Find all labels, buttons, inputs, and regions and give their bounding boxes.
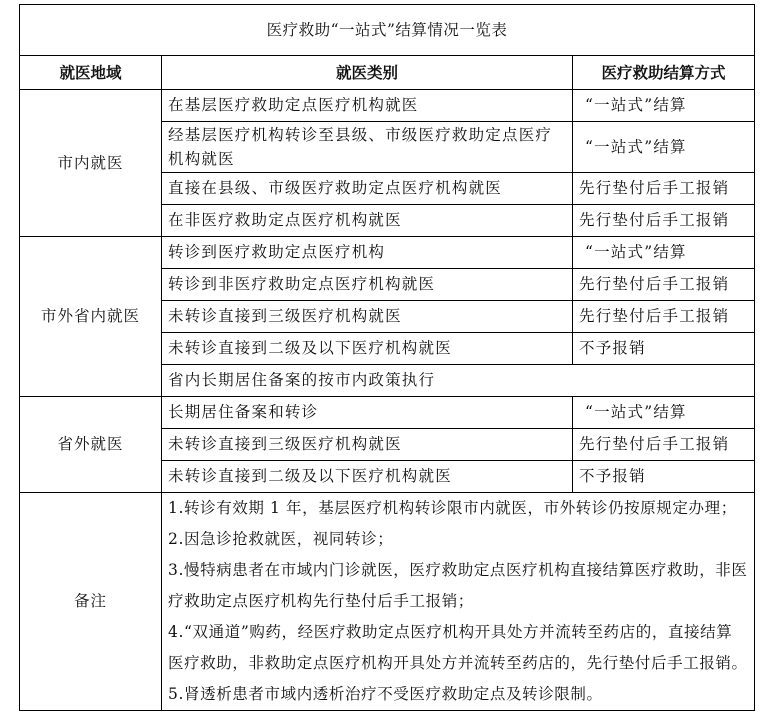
table-row (20, 397, 755, 429)
method-cell: 先行垫付后手工报销 (573, 173, 755, 205)
notes-row (20, 493, 755, 711)
region-cell-in-province: 市外省内就医 (20, 237, 162, 397)
notes-label: 备注 (20, 493, 162, 711)
title-row (20, 5, 755, 56)
category-cell-merged: 省内长期居住备案的按市内政策执行 (162, 365, 755, 397)
settlement-table (19, 4, 755, 711)
category-cell: 在基层医疗救助定点医疗机构就医 (162, 90, 573, 122)
note-item: 3.慢特病患者在市域内门诊就医，医疗救助定点医疗机构直接结算医疗救助，非医疗救助定点医疗机构先行垫付后手工报销； (168, 561, 748, 610)
category-cell: 长期居住备案和转诊 (162, 397, 573, 429)
method-cell: 不予报销 (573, 461, 755, 493)
category-cell: 未转诊直接到三级医疗机构就医 (162, 301, 573, 333)
method-cell: “一站式”结算 (573, 90, 755, 122)
method-cell: 先行垫付后手工报销 (573, 301, 755, 333)
header-category: 就医类别 (162, 56, 573, 90)
method-cell: 先行垫付后手工报销 (573, 269, 755, 301)
method-cell: “一站式”结算 (573, 122, 755, 173)
method-cell: 不予报销 (573, 333, 755, 365)
note-item: 2.因急诊抢救就医，视同转诊； (168, 530, 394, 548)
table-row (20, 90, 755, 122)
method-cell: 先行垫付后手工报销 (573, 429, 755, 461)
method-cell: “一站式”结算 (573, 237, 755, 269)
table-row (20, 237, 755, 269)
category-cell: 未转诊直接到二级及以下医疗机构就医 (162, 461, 573, 493)
header-row (20, 56, 755, 90)
region-cell-local: 市内就医 (20, 90, 162, 237)
category-cell: 未转诊直接到二级及以下医疗机构就医 (162, 333, 573, 365)
category-cell: 直接在县级、市级医疗救助定点医疗机构就医 (162, 173, 573, 205)
header-region: 就医地域 (20, 56, 162, 90)
region-cell-out-province: 省外就医 (20, 397, 162, 493)
category-cell: 转诊到医疗救助定点医疗机构 (162, 237, 573, 269)
table-title: 医疗救助“一站式”结算情况一览表 (20, 5, 755, 56)
method-cell: “一站式”结算 (573, 397, 755, 429)
note-item: 1.转诊有效期 1 年，基层医疗机构转诊限市内就医，市外转诊仍按原规定办理； (168, 499, 737, 517)
category-cell: 在非医疗救助定点医疗机构就医 (162, 205, 573, 237)
category-cell: 经基层医疗机构转诊至县级、市级医疗救助定点医疗机构就医 (162, 122, 573, 173)
category-cell: 未转诊直接到三级医疗机构就医 (162, 429, 573, 461)
note-item: 5.肾透析患者市域内透析治疗不受医疗救助定点及转诊限制。 (168, 685, 603, 703)
header-method: 医疗救助结算方式 (573, 56, 755, 90)
note-item: 4.“双通道”购药，经医疗救助定点医疗机构开具处方并流转至药店的，直接结算医疗救助，非救助定点医疗机构开具处方并流转至药店的，先行垫付后手工报销。 (168, 623, 748, 672)
category-cell: 转诊到非医疗救助定点医疗机构就医 (162, 269, 573, 301)
notes-content (162, 493, 755, 711)
method-cell: 先行垫付后手工报销 (573, 205, 755, 237)
